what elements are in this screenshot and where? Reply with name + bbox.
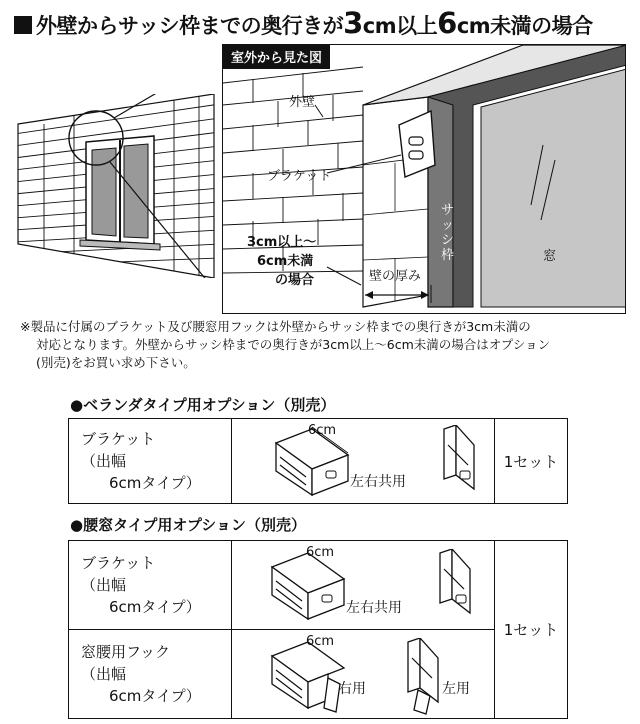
- hook-drawing: [268, 638, 488, 716]
- veranda-shared: 左右共用: [350, 474, 406, 490]
- depth-condition-1: 3cm以上～: [247, 235, 317, 250]
- name-line: （出幅: [81, 665, 127, 683]
- building-wall-illustration: [14, 94, 220, 278]
- outer-wall-label: 外壁: [289, 95, 316, 110]
- name-line: （出幅: [81, 452, 127, 470]
- table-row: [69, 630, 568, 719]
- note-text: [20, 318, 620, 372]
- veranda-image-cell: [232, 419, 495, 504]
- veranda-dim: 6cm: [308, 423, 337, 438]
- koshimado-qty-cell: 1セット: [495, 541, 568, 719]
- title-num-3: 3: [343, 6, 363, 40]
- table-row: [69, 541, 568, 630]
- koshimado-bracket-image-cell: [232, 541, 495, 630]
- square-bullet-icon: [14, 16, 32, 34]
- note-line-1: ※製品に付属のブラケット及び腰窓用フックは外壁からサッシ枠までの奥行きが3cm未満の: [20, 319, 531, 334]
- veranda-table: [68, 418, 568, 504]
- sash-frame-label: サッシ枠: [441, 203, 455, 263]
- depth-condition-3: の場合: [275, 273, 315, 288]
- name-line: ブラケット: [81, 554, 156, 572]
- koshimado-table: [68, 540, 568, 719]
- koshimado-bracket-dim: 6cm: [306, 545, 335, 560]
- title-unit-2: cm未満の場合: [456, 14, 593, 38]
- depth-condition-2: 6cm未満: [257, 254, 314, 269]
- detail-figure: [222, 44, 626, 314]
- title-text: 外壁からサッシ枠までの奥行きが: [36, 14, 344, 38]
- name-line: 6cmタイプ）: [109, 598, 201, 616]
- table-row: [69, 419, 568, 504]
- veranda-qty-cell: 1セット: [495, 419, 568, 504]
- name-line: 6cmタイプ）: [109, 474, 201, 492]
- title-num-6: 6: [437, 6, 457, 40]
- koshimado-hook-name-cell: [69, 630, 232, 719]
- note-line-3: (別売)をお買い求め下さい。: [36, 355, 196, 370]
- koshimado-hook-right: 右用: [338, 681, 366, 697]
- wall-thickness-label: 壁の厚み: [369, 269, 422, 284]
- figure-label: 室外から見た図: [223, 45, 330, 69]
- koshimado-hook-dim: 6cm: [306, 634, 335, 649]
- koshimado-hook-left: 左用: [442, 681, 470, 697]
- name-line: ブラケット: [81, 430, 156, 448]
- name-line: 窓腰用フック: [81, 643, 170, 661]
- veranda-heading: ●ベランダタイプ用オプション（別売）: [70, 396, 336, 414]
- title-unit-1: cm以上: [362, 14, 438, 38]
- page-title: [14, 6, 593, 40]
- window-label: 窓: [543, 249, 557, 264]
- name-line: （出幅: [81, 576, 127, 594]
- name-line: 6cmタイプ）: [109, 687, 201, 705]
- koshimado-heading: ●腰窓タイプ用オプション（別売）: [70, 516, 306, 534]
- koshimado-hook-image-cell: [232, 630, 495, 719]
- veranda-name-cell: [69, 419, 232, 504]
- bracket-label: ブラケット: [267, 169, 332, 184]
- koshimado-bracket-shared: 左右共用: [346, 600, 402, 616]
- note-line-2: 対応となります。外壁からサッシ枠までの奥行きが3cm以上～6cm未満の場合はオプション: [36, 337, 551, 352]
- koshimado-bracket-name-cell: [69, 541, 232, 630]
